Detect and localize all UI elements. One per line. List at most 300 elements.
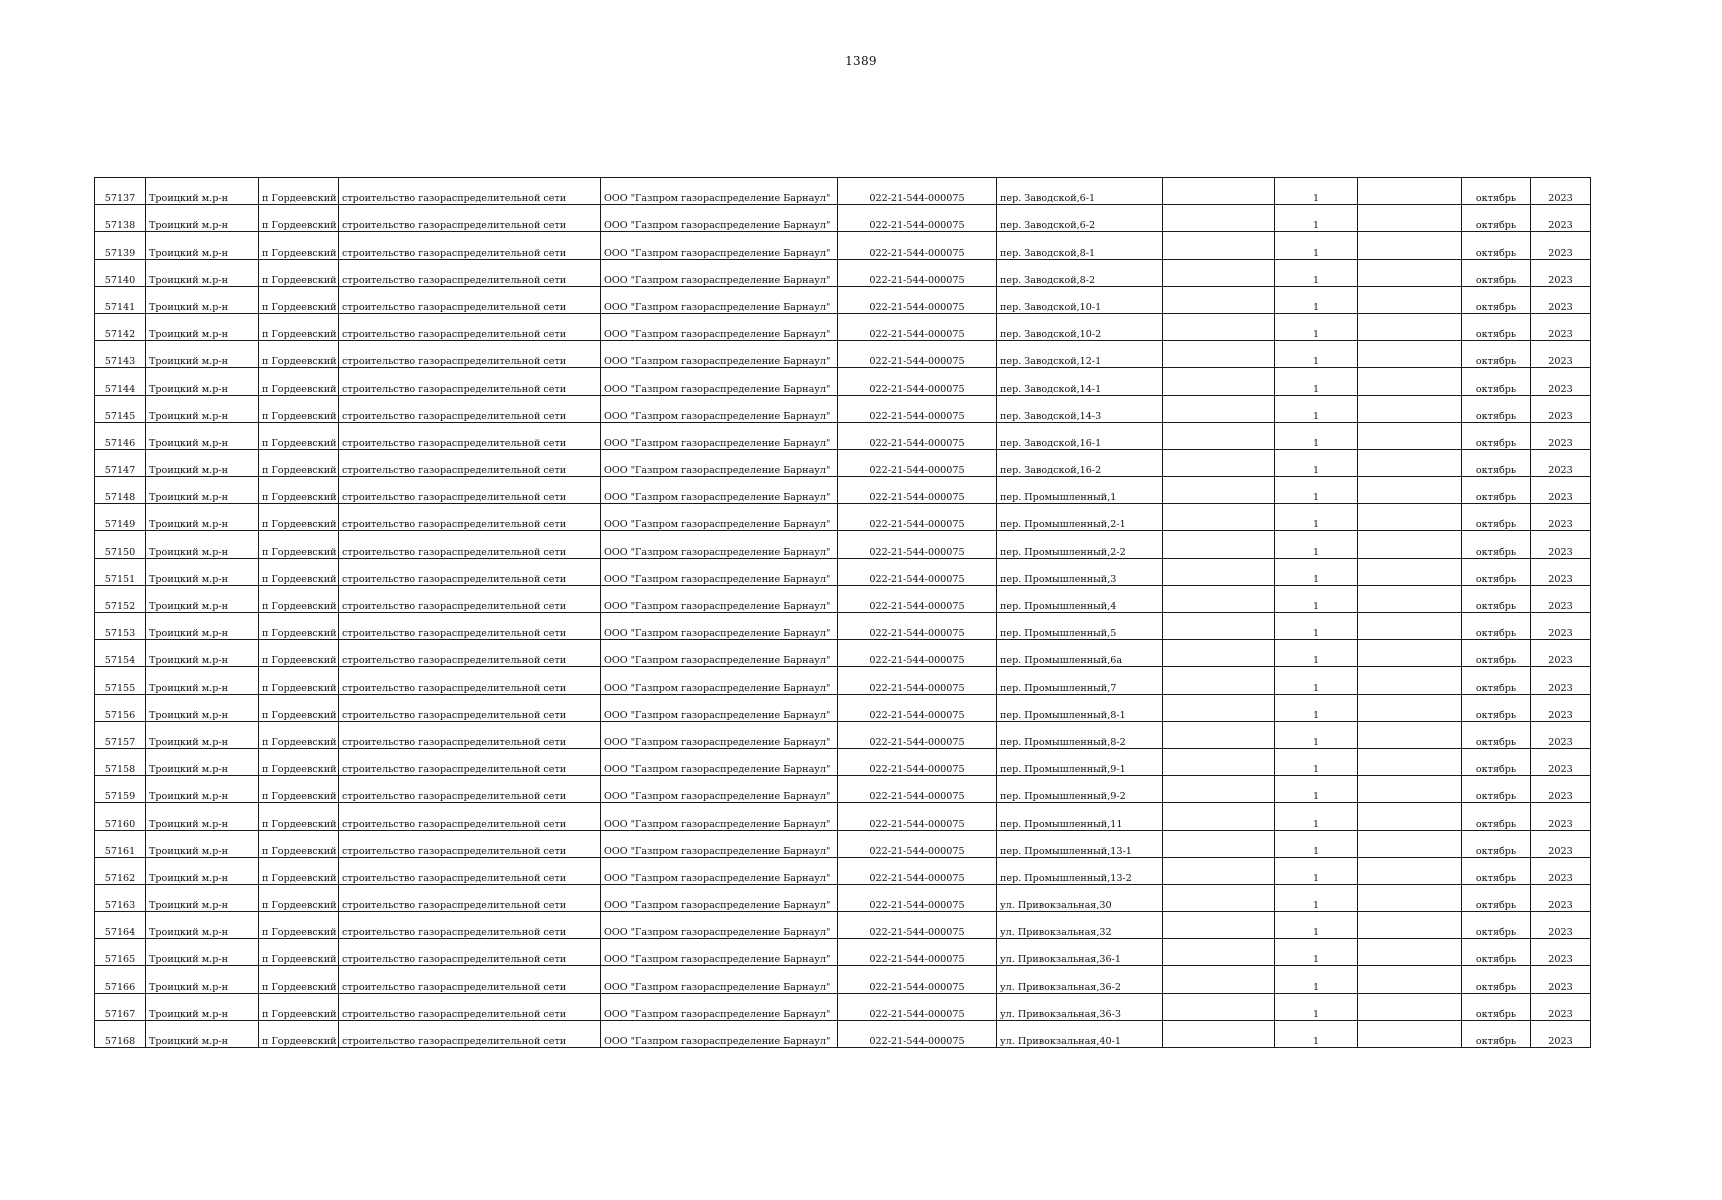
quantity-cell: 1 (1275, 504, 1358, 531)
record-id-cell: 57151 (95, 558, 146, 585)
object-code-cell: 022-21-544-000075 (838, 585, 997, 612)
year-cell: 2023 (1531, 531, 1591, 558)
settlement-cell: п Гордеевский (259, 395, 339, 422)
object-code-cell: 022-21-544-000075 (838, 966, 997, 993)
settlement-cell: п Гордеевский (259, 178, 339, 205)
work-type-cell: строительство газораспределительной сети (339, 613, 601, 640)
address-cell: пер. Промышленный,11 (997, 803, 1163, 830)
table-row (95, 313, 1591, 340)
quantity-cell: 1 (1275, 422, 1358, 449)
district-cell: Троицкий м.р-н (146, 1020, 259, 1047)
settlement-cell: п Гордеевский (259, 912, 339, 939)
empty-cell (1358, 232, 1462, 259)
address-cell: пер. Промышленный,4 (997, 585, 1163, 612)
quantity-cell: 1 (1275, 939, 1358, 966)
organization-cell: ООО "Газпром газораспределение Барнаул" (601, 558, 838, 585)
record-id-cell: 57168 (95, 1020, 146, 1047)
empty-cell (1358, 830, 1462, 857)
object-code-cell: 022-21-544-000075 (838, 449, 997, 476)
organization-cell: ООО "Газпром газораспределение Барнаул" (601, 830, 838, 857)
object-code-cell: 022-21-544-000075 (838, 259, 997, 286)
organization-cell: ООО "Газпром газораспределение Барнаул" (601, 939, 838, 966)
registry-body (95, 178, 1591, 1048)
organization-cell: ООО "Газпром газораспределение Барнаул" (601, 259, 838, 286)
empty-cell (1358, 748, 1462, 775)
year-cell: 2023 (1531, 776, 1591, 803)
address-cell: пер. Заводской,8-2 (997, 259, 1163, 286)
record-id-cell: 57166 (95, 966, 146, 993)
settlement-cell: п Гордеевский (259, 504, 339, 531)
record-id-cell: 57155 (95, 667, 146, 694)
settlement-cell: п Гордеевский (259, 558, 339, 585)
empty-cell (1358, 613, 1462, 640)
table-row (95, 803, 1591, 830)
empty-cell (1358, 803, 1462, 830)
district-cell: Троицкий м.р-н (146, 395, 259, 422)
month-cell: октябрь (1462, 341, 1531, 368)
record-id-cell: 57158 (95, 748, 146, 775)
month-cell: октябрь (1462, 993, 1531, 1020)
district-cell: Троицкий м.р-н (146, 884, 259, 911)
organization-cell: ООО "Газпром газораспределение Барнаул" (601, 178, 838, 205)
quantity-cell: 1 (1275, 667, 1358, 694)
object-code-cell: 022-21-544-000075 (838, 667, 997, 694)
table-row (95, 694, 1591, 721)
month-cell: октябрь (1462, 830, 1531, 857)
table-row (95, 939, 1591, 966)
quantity-cell: 1 (1275, 341, 1358, 368)
address-cell: ул. Привокзальная,36-1 (997, 939, 1163, 966)
district-cell: Троицкий м.р-н (146, 803, 259, 830)
quantity-cell: 1 (1275, 449, 1358, 476)
table-row (95, 422, 1591, 449)
quantity-cell: 1 (1275, 694, 1358, 721)
organization-cell: ООО "Газпром газораспределение Барнаул" (601, 613, 838, 640)
object-code-cell: 022-21-544-000075 (838, 912, 997, 939)
table-row (95, 178, 1591, 205)
district-cell: Троицкий м.р-н (146, 613, 259, 640)
empty-cell (1163, 748, 1275, 775)
quantity-cell: 1 (1275, 313, 1358, 340)
organization-cell: ООО "Газпром газораспределение Барнаул" (601, 313, 838, 340)
work-type-cell: строительство газораспределительной сети (339, 232, 601, 259)
settlement-cell: п Гордеевский (259, 939, 339, 966)
object-code-cell: 022-21-544-000075 (838, 694, 997, 721)
quantity-cell: 1 (1275, 640, 1358, 667)
month-cell: октябрь (1462, 721, 1531, 748)
settlement-cell: п Гордеевский (259, 857, 339, 884)
object-code-cell: 022-21-544-000075 (838, 613, 997, 640)
year-cell: 2023 (1531, 259, 1591, 286)
table-row (95, 1020, 1591, 1047)
settlement-cell: п Гордеевский (259, 748, 339, 775)
registry-table (94, 177, 1591, 1048)
record-id-cell: 57146 (95, 422, 146, 449)
month-cell: октябрь (1462, 884, 1531, 911)
empty-cell (1163, 830, 1275, 857)
organization-cell: ООО "Газпром газораспределение Барнаул" (601, 341, 838, 368)
table-row (95, 830, 1591, 857)
record-id-cell: 57143 (95, 341, 146, 368)
work-type-cell: строительство газораспределительной сети (339, 667, 601, 694)
organization-cell: ООО "Газпром газораспределение Барнаул" (601, 477, 838, 504)
empty-cell (1163, 993, 1275, 1020)
record-id-cell: 57153 (95, 613, 146, 640)
object-code-cell: 022-21-544-000075 (838, 721, 997, 748)
quantity-cell: 1 (1275, 857, 1358, 884)
work-type-cell: строительство газораспределительной сети (339, 395, 601, 422)
settlement-cell: п Гордеевский (259, 341, 339, 368)
empty-cell (1163, 449, 1275, 476)
district-cell: Троицкий м.р-н (146, 259, 259, 286)
month-cell: октябрь (1462, 613, 1531, 640)
object-code-cell: 022-21-544-000075 (838, 776, 997, 803)
year-cell: 2023 (1531, 449, 1591, 476)
empty-cell (1163, 232, 1275, 259)
address-cell: пер. Промышленный,8-2 (997, 721, 1163, 748)
address-cell: пер. Заводской,16-2 (997, 449, 1163, 476)
month-cell: октябрь (1462, 531, 1531, 558)
empty-cell (1163, 477, 1275, 504)
year-cell: 2023 (1531, 368, 1591, 395)
district-cell: Троицкий м.р-н (146, 558, 259, 585)
organization-cell: ООО "Газпром газораспределение Барнаул" (601, 912, 838, 939)
address-cell: пер. Промышленный,8-1 (997, 694, 1163, 721)
object-code-cell: 022-21-544-000075 (838, 313, 997, 340)
district-cell: Троицкий м.р-н (146, 585, 259, 612)
settlement-cell: п Гордеевский (259, 205, 339, 232)
empty-cell (1163, 721, 1275, 748)
address-cell: пер. Промышленный,2-2 (997, 531, 1163, 558)
year-cell: 2023 (1531, 178, 1591, 205)
month-cell: октябрь (1462, 694, 1531, 721)
year-cell: 2023 (1531, 422, 1591, 449)
month-cell: октябрь (1462, 232, 1531, 259)
settlement-cell: п Гордеевский (259, 966, 339, 993)
empty-cell (1358, 721, 1462, 748)
empty-cell (1358, 884, 1462, 911)
empty-cell (1358, 259, 1462, 286)
table-row (95, 205, 1591, 232)
empty-cell (1163, 286, 1275, 313)
district-cell: Троицкий м.р-н (146, 721, 259, 748)
month-cell: октябрь (1462, 803, 1531, 830)
settlement-cell: п Гордеевский (259, 232, 339, 259)
object-code-cell: 022-21-544-000075 (838, 993, 997, 1020)
month-cell: октябрь (1462, 857, 1531, 884)
empty-cell (1358, 694, 1462, 721)
table-row (95, 993, 1591, 1020)
month-cell: октябрь (1462, 585, 1531, 612)
empty-cell (1358, 1020, 1462, 1047)
district-cell: Троицкий м.р-н (146, 368, 259, 395)
record-id-cell: 57142 (95, 313, 146, 340)
empty-cell (1163, 422, 1275, 449)
settlement-cell: п Гордеевский (259, 313, 339, 340)
table-row (95, 477, 1591, 504)
settlement-cell: п Гордеевский (259, 531, 339, 558)
empty-cell (1358, 477, 1462, 504)
address-cell: пер. Заводской,8-1 (997, 232, 1163, 259)
year-cell: 2023 (1531, 1020, 1591, 1047)
settlement-cell: п Гордеевский (259, 694, 339, 721)
table-row (95, 368, 1591, 395)
address-cell: пер. Заводской,14-1 (997, 368, 1163, 395)
district-cell: Троицкий м.р-н (146, 313, 259, 340)
year-cell: 2023 (1531, 341, 1591, 368)
work-type-cell: строительство газораспределительной сети (339, 449, 601, 476)
district-cell: Троицкий м.р-н (146, 939, 259, 966)
quantity-cell: 1 (1275, 748, 1358, 775)
empty-cell (1163, 857, 1275, 884)
year-cell: 2023 (1531, 205, 1591, 232)
month-cell: октябрь (1462, 259, 1531, 286)
empty-cell (1163, 558, 1275, 585)
empty-cell (1358, 422, 1462, 449)
work-type-cell: строительство газораспределительной сети (339, 993, 601, 1020)
work-type-cell: строительство газораспределительной сети (339, 884, 601, 911)
work-type-cell: строительство газораспределительной сети (339, 313, 601, 340)
object-code-cell: 022-21-544-000075 (838, 884, 997, 911)
work-type-cell: строительство газораспределительной сети (339, 531, 601, 558)
record-id-cell: 57160 (95, 803, 146, 830)
work-type-cell: строительство газораспределительной сети (339, 558, 601, 585)
table-row (95, 613, 1591, 640)
month-cell: октябрь (1462, 912, 1531, 939)
work-type-cell: строительство газораспределительной сети (339, 477, 601, 504)
empty-cell (1163, 939, 1275, 966)
quantity-cell: 1 (1275, 884, 1358, 911)
address-cell: пер. Промышленный,9-1 (997, 748, 1163, 775)
record-id-cell: 57137 (95, 178, 146, 205)
work-type-cell: строительство газораспределительной сети (339, 422, 601, 449)
address-cell: пер. Промышленный,13-2 (997, 857, 1163, 884)
table-row (95, 259, 1591, 286)
address-cell: ул. Привокзальная,32 (997, 912, 1163, 939)
address-cell: пер. Промышленный,7 (997, 667, 1163, 694)
quantity-cell: 1 (1275, 286, 1358, 313)
organization-cell: ООО "Газпром газораспределение Барнаул" (601, 640, 838, 667)
settlement-cell: п Гордеевский (259, 449, 339, 476)
empty-cell (1163, 531, 1275, 558)
month-cell: октябрь (1462, 1020, 1531, 1047)
address-cell: ул. Привокзальная,36-3 (997, 993, 1163, 1020)
organization-cell: ООО "Газпром газораспределение Барнаул" (601, 205, 838, 232)
district-cell: Троицкий м.р-н (146, 966, 259, 993)
page-number: 1389 (845, 54, 877, 68)
record-id-cell: 57138 (95, 205, 146, 232)
table-row (95, 776, 1591, 803)
month-cell: октябрь (1462, 286, 1531, 313)
district-cell: Троицкий м.р-н (146, 449, 259, 476)
record-id-cell: 57150 (95, 531, 146, 558)
work-type-cell: строительство газораспределительной сети (339, 640, 601, 667)
record-id-cell: 57159 (95, 776, 146, 803)
empty-cell (1163, 1020, 1275, 1047)
work-type-cell: строительство газораспределительной сети (339, 857, 601, 884)
year-cell: 2023 (1531, 912, 1591, 939)
quantity-cell: 1 (1275, 613, 1358, 640)
district-cell: Троицкий м.р-н (146, 640, 259, 667)
quantity-cell: 1 (1275, 395, 1358, 422)
work-type-cell: строительство газораспределительной сети (339, 939, 601, 966)
empty-cell (1358, 286, 1462, 313)
empty-cell (1358, 585, 1462, 612)
empty-cell (1163, 259, 1275, 286)
year-cell: 2023 (1531, 830, 1591, 857)
object-code-cell: 022-21-544-000075 (838, 232, 997, 259)
empty-cell (1163, 585, 1275, 612)
address-cell: пер. Промышленный,1 (997, 477, 1163, 504)
object-code-cell: 022-21-544-000075 (838, 857, 997, 884)
year-cell: 2023 (1531, 504, 1591, 531)
record-id-cell: 57147 (95, 449, 146, 476)
settlement-cell: п Гордеевский (259, 1020, 339, 1047)
record-id-cell: 57156 (95, 694, 146, 721)
empty-cell (1163, 912, 1275, 939)
address-cell: пер. Заводской,6-1 (997, 178, 1163, 205)
record-id-cell: 57144 (95, 368, 146, 395)
quantity-cell: 1 (1275, 803, 1358, 830)
month-cell: октябрь (1462, 504, 1531, 531)
work-type-cell: строительство газораспределительной сети (339, 286, 601, 313)
empty-cell (1163, 884, 1275, 911)
empty-cell (1358, 178, 1462, 205)
district-cell: Троицкий м.р-н (146, 341, 259, 368)
settlement-cell: п Гордеевский (259, 721, 339, 748)
month-cell: октябрь (1462, 776, 1531, 803)
year-cell: 2023 (1531, 694, 1591, 721)
quantity-cell: 1 (1275, 776, 1358, 803)
empty-cell (1358, 993, 1462, 1020)
object-code-cell: 022-21-544-000075 (838, 1020, 997, 1047)
settlement-cell: п Гордеевский (259, 422, 339, 449)
address-cell: пер. Заводской,10-1 (997, 286, 1163, 313)
empty-cell (1358, 205, 1462, 232)
year-cell: 2023 (1531, 395, 1591, 422)
empty-cell (1358, 395, 1462, 422)
settlement-cell: п Гордеевский (259, 286, 339, 313)
organization-cell: ООО "Газпром газораспределение Барнаул" (601, 368, 838, 395)
month-cell: октябрь (1462, 313, 1531, 340)
quantity-cell: 1 (1275, 259, 1358, 286)
work-type-cell: строительство газораспределительной сети (339, 259, 601, 286)
work-type-cell: строительство газораспределительной сети (339, 205, 601, 232)
settlement-cell: п Гордеевский (259, 585, 339, 612)
organization-cell: ООО "Газпром газораспределение Барнаул" (601, 449, 838, 476)
month-cell: октябрь (1462, 368, 1531, 395)
month-cell: октябрь (1462, 178, 1531, 205)
address-cell: ул. Привокзальная,40-1 (997, 1020, 1163, 1047)
organization-cell: ООО "Газпром газораспределение Барнаул" (601, 667, 838, 694)
organization-cell: ООО "Газпром газораспределение Барнаул" (601, 884, 838, 911)
record-id-cell: 57141 (95, 286, 146, 313)
empty-cell (1358, 313, 1462, 340)
address-cell: пер. Заводской,14-3 (997, 395, 1163, 422)
record-id-cell: 57149 (95, 504, 146, 531)
year-cell: 2023 (1531, 993, 1591, 1020)
organization-cell: ООО "Газпром газораспределение Барнаул" (601, 395, 838, 422)
object-code-cell: 022-21-544-000075 (838, 531, 997, 558)
year-cell: 2023 (1531, 966, 1591, 993)
settlement-cell: п Гордеевский (259, 830, 339, 857)
district-cell: Троицкий м.р-н (146, 993, 259, 1020)
organization-cell: ООО "Газпром газораспределение Барнаул" (601, 993, 838, 1020)
empty-cell (1163, 368, 1275, 395)
quantity-cell: 1 (1275, 966, 1358, 993)
empty-cell (1358, 531, 1462, 558)
year-cell: 2023 (1531, 640, 1591, 667)
object-code-cell: 022-21-544-000075 (838, 205, 997, 232)
year-cell: 2023 (1531, 721, 1591, 748)
empty-cell (1358, 912, 1462, 939)
year-cell: 2023 (1531, 748, 1591, 775)
object-code-cell: 022-21-544-000075 (838, 803, 997, 830)
empty-cell (1358, 640, 1462, 667)
organization-cell: ООО "Газпром газораспределение Барнаул" (601, 748, 838, 775)
object-code-cell: 022-21-544-000075 (838, 395, 997, 422)
empty-cell (1358, 504, 1462, 531)
address-cell: пер. Заводской,6-2 (997, 205, 1163, 232)
empty-cell (1163, 966, 1275, 993)
record-id-cell: 57164 (95, 912, 146, 939)
address-cell: пер. Промышленный,5 (997, 613, 1163, 640)
table-row (95, 558, 1591, 585)
address-cell: пер. Заводской,12-1 (997, 341, 1163, 368)
empty-cell (1163, 613, 1275, 640)
record-id-cell: 57165 (95, 939, 146, 966)
work-type-cell: строительство газораспределительной сети (339, 776, 601, 803)
table-row (95, 966, 1591, 993)
empty-cell (1358, 341, 1462, 368)
quantity-cell: 1 (1275, 178, 1358, 205)
work-type-cell: строительство газораспределительной сети (339, 803, 601, 830)
empty-cell (1163, 803, 1275, 830)
quantity-cell: 1 (1275, 1020, 1358, 1047)
table-row (95, 286, 1591, 313)
quantity-cell: 1 (1275, 368, 1358, 395)
year-cell: 2023 (1531, 884, 1591, 911)
month-cell: октябрь (1462, 449, 1531, 476)
month-cell: октябрь (1462, 640, 1531, 667)
quantity-cell: 1 (1275, 205, 1358, 232)
year-cell: 2023 (1531, 286, 1591, 313)
work-type-cell: строительство газораспределительной сети (339, 585, 601, 612)
address-cell: пер. Промышленный,2-1 (997, 504, 1163, 531)
organization-cell: ООО "Газпром газораспределение Барнаул" (601, 857, 838, 884)
work-type-cell: строительство газораспределительной сети (339, 830, 601, 857)
month-cell: октябрь (1462, 667, 1531, 694)
table-row (95, 531, 1591, 558)
record-id-cell: 57162 (95, 857, 146, 884)
address-cell: пер. Заводской,10-2 (997, 313, 1163, 340)
quantity-cell: 1 (1275, 993, 1358, 1020)
settlement-cell: п Гордеевский (259, 803, 339, 830)
object-code-cell: 022-21-544-000075 (838, 939, 997, 966)
quantity-cell: 1 (1275, 721, 1358, 748)
district-cell: Троицкий м.р-н (146, 205, 259, 232)
object-code-cell: 022-21-544-000075 (838, 640, 997, 667)
district-cell: Троицкий м.р-н (146, 504, 259, 531)
table-row (95, 395, 1591, 422)
year-cell: 2023 (1531, 613, 1591, 640)
organization-cell: ООО "Газпром газораспределение Барнаул" (601, 422, 838, 449)
work-type-cell: строительство газораспределительной сети (339, 1020, 601, 1047)
record-id-cell: 57140 (95, 259, 146, 286)
year-cell: 2023 (1531, 313, 1591, 340)
quantity-cell: 1 (1275, 830, 1358, 857)
work-type-cell: строительство газораспределительной сети (339, 178, 601, 205)
